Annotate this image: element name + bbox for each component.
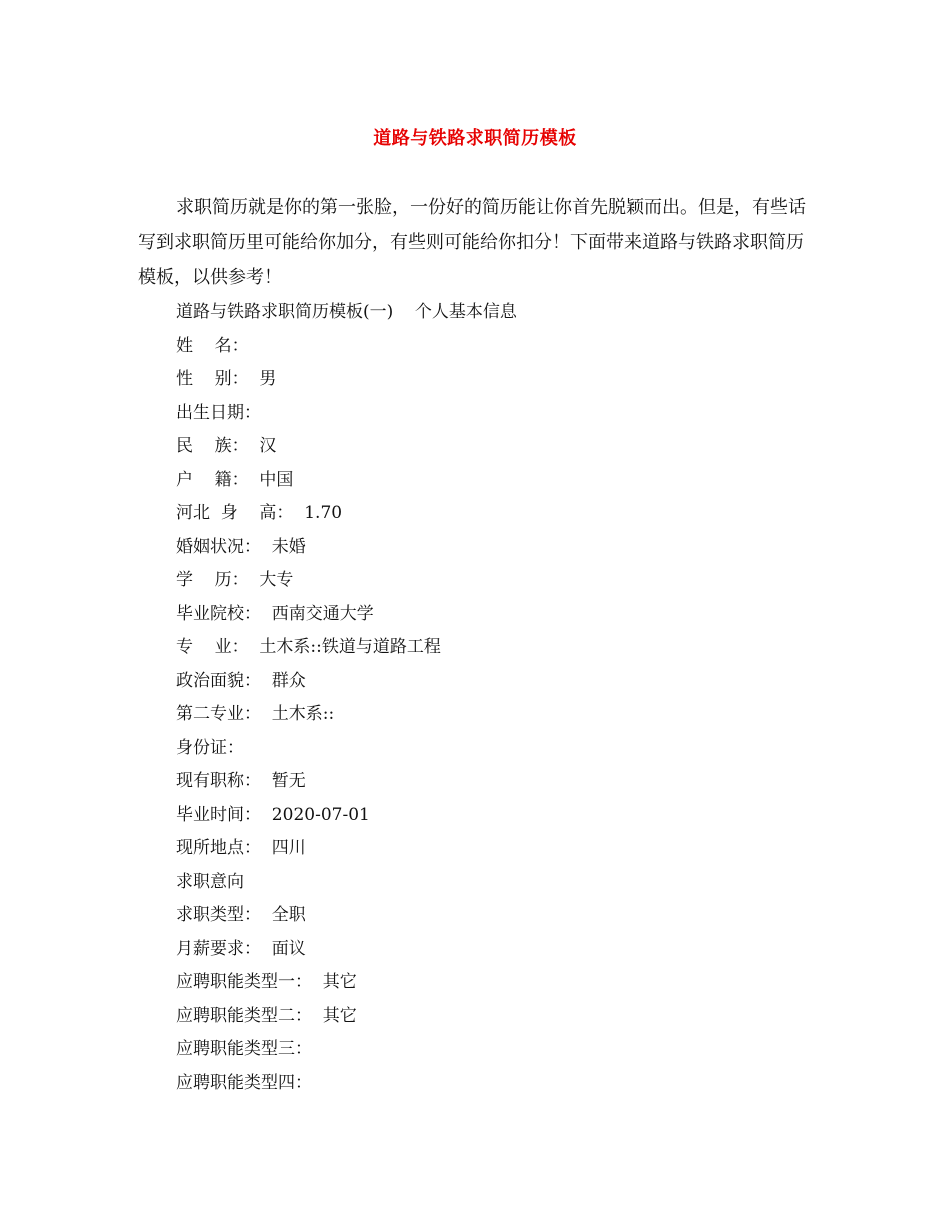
info-line-household: 户 籍： 中国 xyxy=(176,469,294,490)
document-title: 道路与铁路求职简历模板 xyxy=(373,128,577,149)
info-line-salary: 月薪要求： 面议 xyxy=(176,938,306,959)
intro-paragraph: 求职简历就是你的第一张脸，一份好的简历能让你首先脱颖而出。但是，有些话写到求职简历里可能给你加分，有些则可能给你扣分！下面带来道路与铁路求职简历模板，以供参考！ xyxy=(138,197,806,288)
section-heading-job-intent: 求职意向 xyxy=(176,871,244,892)
resume-info-list xyxy=(176,296,826,1100)
info-line-function-3: 应聘职能类型三： xyxy=(176,1039,312,1059)
info-line-job-type: 求职类型： 全职 xyxy=(176,905,306,925)
info-line-function-4: 应聘职能类型四： xyxy=(176,1072,312,1093)
info-line-school: 毕业院校： 西南交通大学 xyxy=(176,603,374,624)
info-line-function-2: 应聘职能类型二： 其它 xyxy=(176,1005,357,1026)
info-line-gender: 性 别： 男 xyxy=(176,369,277,389)
section-heading: 道路与铁路求职简历模板(一) 个人基本信息 xyxy=(176,302,517,322)
info-line-title: 现有职称： 暂无 xyxy=(176,771,306,791)
info-line-function-1: 应聘职能类型一： 其它 xyxy=(176,972,357,992)
info-line-location: 现所地点： 四川 xyxy=(176,838,306,858)
info-line-id: 身份证： xyxy=(176,737,244,758)
info-line-second-major: 第二专业： 土木系:: xyxy=(176,704,335,724)
info-line-name: 姓 名： xyxy=(176,335,249,356)
info-line-marital: 婚姻状况： 未婚 xyxy=(176,536,306,557)
info-line-birthdate: 出生日期： xyxy=(176,402,261,423)
info-line-education: 学 历： 大专 xyxy=(176,570,294,590)
info-line-height: 河北 身 高： 1.70 xyxy=(176,503,343,523)
info-line-political: 政治面貌： 群众 xyxy=(176,670,306,691)
info-line-graduation: 毕业时间： 2020-07-01 xyxy=(176,804,370,825)
info-line-major: 专 业： 土木系::铁道与道路工程 xyxy=(176,637,441,657)
info-line-ethnicity: 民 族： 汉 xyxy=(176,436,277,456)
